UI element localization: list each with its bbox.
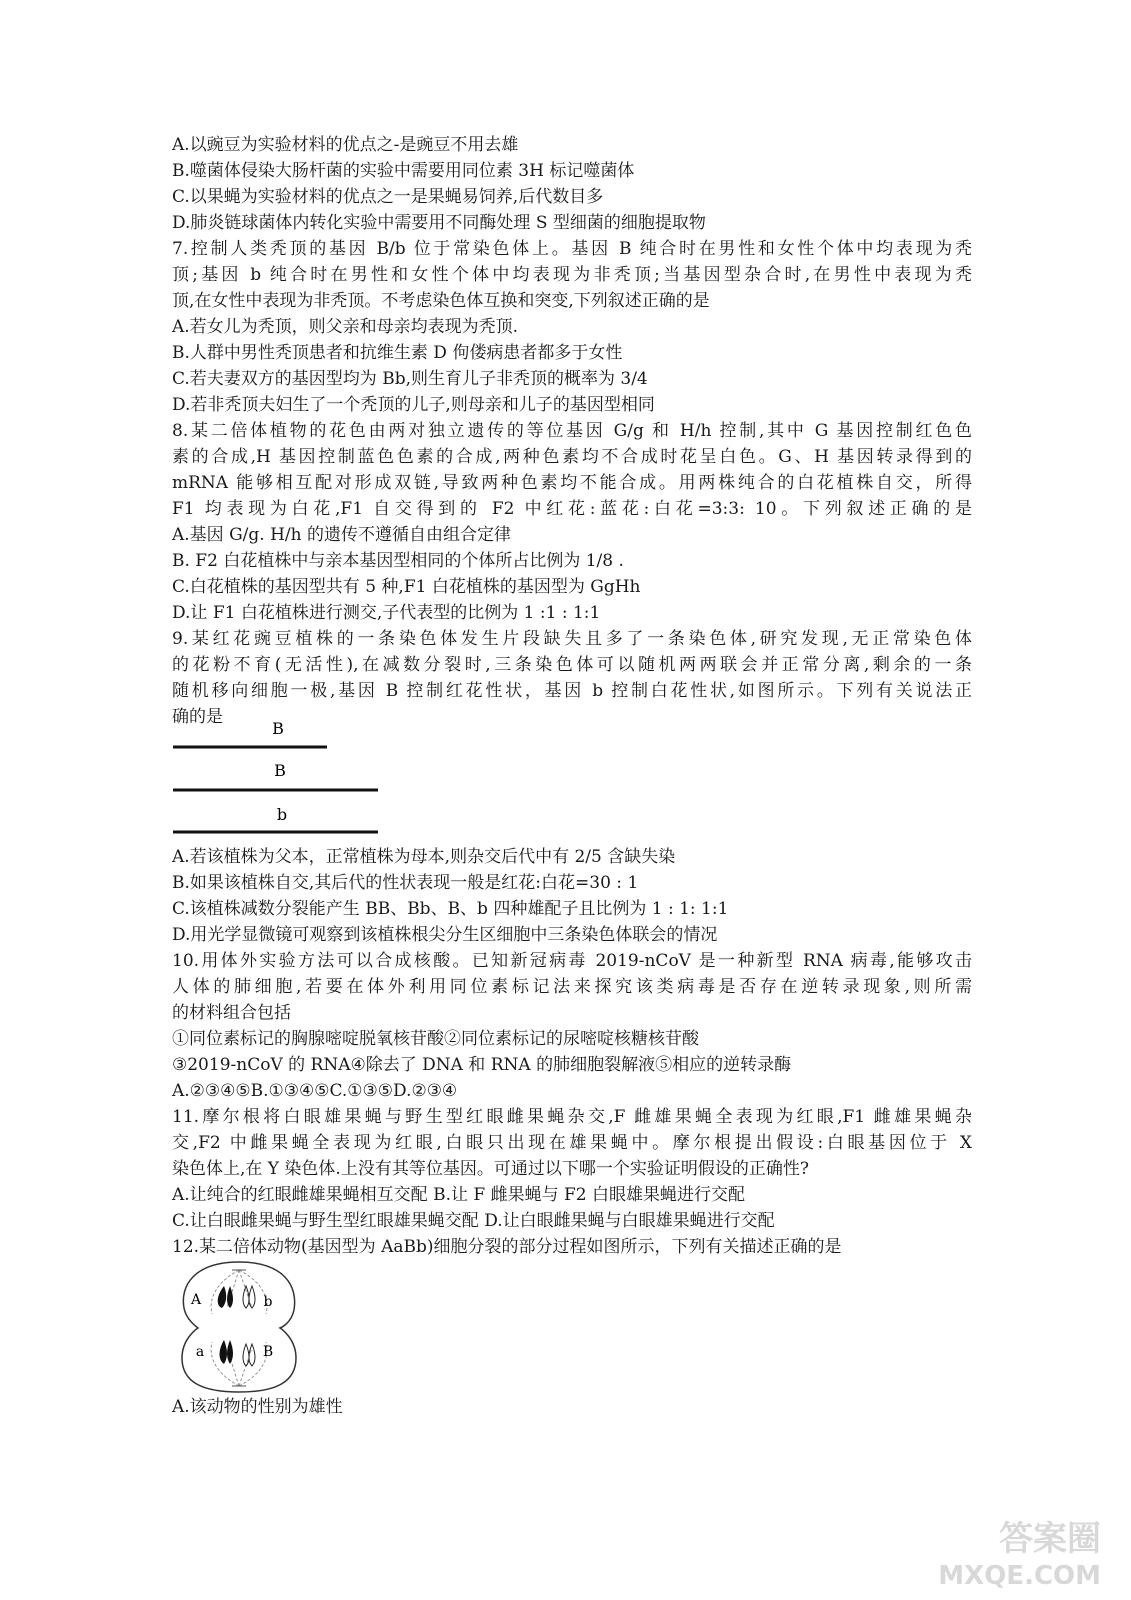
option-line: A.若该植株为父本，正常植株为母本,则杂交后代中有 2/5 含缺失染	[172, 847, 676, 867]
question-line: 11.摩尔根将白眼雄果蝇与野生型红眼雌果蝇杂交,F 雌雄果蝇全表现为红眼,F1 雌雄果蝇杂	[172, 1107, 972, 1127]
question-line: F1 均表现为白花,F1 自交得到的 F2 中红花:蓝花:白花=3:3: 10。下列叙述正确的是	[172, 499, 972, 519]
question-line: 确的是	[172, 707, 223, 727]
option-line: A.以豌豆为实验材料的优点之-是豌豆不用去雄	[172, 135, 519, 155]
question-line: 的材料组合包括	[172, 1003, 291, 1023]
option-line: C.白花植株的基因型共有 5 种,F1 白花植株的基因型为 GgHh	[172, 577, 641, 597]
question-line: 素的合成,H 基因控制蓝色色素的合成,两种色素均不合成时花呈白色。G、H 基因转录得到的	[172, 447, 972, 467]
cell-outline	[182, 1262, 296, 1392]
question-line: ①同位素标记的胸腺嘧啶脱氧核苷酸②同位素标记的尿嘧啶核糖核苷酸	[172, 1029, 699, 1049]
cell-division-figure	[172, 1258, 307, 1398]
option-line: A.②③④⑤B.①③④⑤C.①③⑤D.②③④	[172, 1081, 458, 1101]
question-line: 8.某二倍体植物的花色由两对独立遗传的等位基因 G/g 和 H/h 控制,其中 G 基因控制红色色	[172, 421, 972, 441]
question-line: 顶;基因 b 纯合时在男性和女性个体中均表现为非秃顶;当基因型杂合时,在男性中表现为秃	[172, 265, 972, 285]
question-line: 顶,在女性中表现为非秃顶。不考虑染色体互换和突变,下列叙述正确的是	[172, 291, 710, 311]
chromosome-figure	[170, 714, 390, 839]
question-line: 交,F2 中雌果蝇全表现为红眼,白眼只出现在雄果蝇中。摩尔根提出假设:白眼基因位于 X	[172, 1133, 972, 1153]
chromosome-dark-lower	[220, 1340, 234, 1364]
option-line: C.若夫妻双方的基因型均为 Bb,则生育儿子非秃顶的概率为 3/4	[172, 369, 648, 389]
gene-label-b: b	[263, 1294, 273, 1310]
gene-label-A: A	[190, 1292, 202, 1308]
question-line: ③2019-nCoV 的 RNA④除去了 DNA 和 RNA 的肺细胞裂解液⑤相应的逆转录酶	[172, 1055, 792, 1075]
spindle-upper	[211, 1270, 267, 1314]
watermark-title: 答案圈	[999, 1519, 1101, 1559]
chromosome-label-3: b	[276, 805, 288, 824]
question-line: 9.某红花豌豆植株的一条染色体发生片段缺失且多了一条染色体,研究发现,无正常染色体	[172, 629, 972, 649]
option-line: D.肺炎链球菌体内转化实验中需要用不同酶处理 S 型细菌的细胞提取物	[172, 213, 706, 233]
chromosome-label-1: B	[272, 719, 284, 738]
option-line: C.让白眼雌果蝇与野生型红眼雄果蝇交配 D.让白眼雌果蝇与白眼雄果蝇进行交配	[172, 1211, 775, 1231]
option-line: D.用光学显微镜可观察到该植株根尖分生区细胞中三条染色体联会的情况	[172, 925, 718, 945]
chromosome-light-upper	[243, 1286, 255, 1308]
option-line: B.人群中男性秃顶患者和抗维生素 D 佝偻病患者都多于女性	[172, 343, 623, 363]
option-line: B. F2 白花植株中与亲本基因型相同的个体所占比例为 1/8 .	[172, 551, 624, 571]
option-line: D.让 F1 白花植株进行测交,子代表型的比例为 1 :1 : 1:1	[172, 603, 601, 623]
option-line: C.该植株减数分裂能产生 BB、Bb、B、b 四种雄配子且比例为 1 : 1: 1:1	[172, 899, 729, 919]
question-line: 随机移向细胞一极,基因 B 控制红花性状，基因 b 控制白花性状,如图所示。下列有关说法正	[172, 681, 972, 701]
gene-label-a: a	[195, 1344, 205, 1360]
spindle-lower	[211, 1342, 267, 1386]
option-line: C.以果蝇为实验材料的优点之一是果蝇易饲养,后代数目多	[172, 187, 604, 207]
chromosome-label-2: B	[274, 761, 286, 780]
watermark-logo	[911, 1510, 1111, 1590]
question-line: mRNA 能够相互配对形成双链,导致两种色素均不能合成。用两株纯合的白花植株自交，所得	[172, 473, 972, 493]
question-line: 10.用体外实验方法可以合成核酸。已知新冠病毒 2019-nCoV 是一种新型 RNA 病毒,能够攻击	[172, 951, 972, 971]
watermark-url: MXQE.COM	[938, 1561, 1101, 1590]
text-block-2	[172, 844, 972, 1260]
question-line: 人体的肺细胞,若要在体外利用同位素标记法来探究该类病毒是否存在逆转录现象,则所需	[172, 977, 972, 997]
question-line: 的花粉不育(无活性),在减数分裂时,三条染色体可以随机两两联会并正常分离,剩余的一条	[172, 655, 972, 675]
question-line: 7.控制人类秃顶的基因 B/b 位于常染色体上。基因 B 纯合时在男性和女性个体中均表现为秃	[172, 239, 972, 259]
gene-label-B: B	[262, 1344, 274, 1360]
chromosome-dark-upper	[218, 1286, 233, 1308]
option-line: D.若非秃顶夫妇生了一个秃顶的儿子,则母亲和儿子的基因型相同	[172, 395, 655, 415]
chromosome-light-lower	[243, 1344, 255, 1366]
question-line: 12.某二倍体动物(基因型为 AaBb)细胞分裂的部分过程如图所示，下列有关描述正确的是	[172, 1237, 842, 1257]
option-line: B.噬菌体侵染大肠杆菌的实验中需要用同位素 3H 标记噬菌体	[172, 161, 635, 181]
text-block-1	[172, 132, 972, 730]
option-line: A.该动物的性别为雄性	[172, 1397, 343, 1417]
option-line: B.如果该植株自交,其后代的性状表现一般是红花:白花=30 : 1	[172, 873, 639, 893]
text-block-3	[172, 1394, 972, 1420]
option-line: A.若女儿为秃顶，则父亲和母亲均表现为秃顶.	[172, 317, 519, 337]
option-line: A.基因 G/g. H/h 的遗传不遵循自由组合定律	[172, 525, 511, 545]
question-line: 染色体上,在 Y 染色体.上没有其等位基因。可通过以下哪一个实验证明假设的正确性?	[172, 1159, 809, 1179]
option-line: A.让纯合的红眼雌雄果蝇相互交配 B.让 F 雌果蝇与 F2 白眼雄果蝇进行交配	[172, 1185, 746, 1205]
